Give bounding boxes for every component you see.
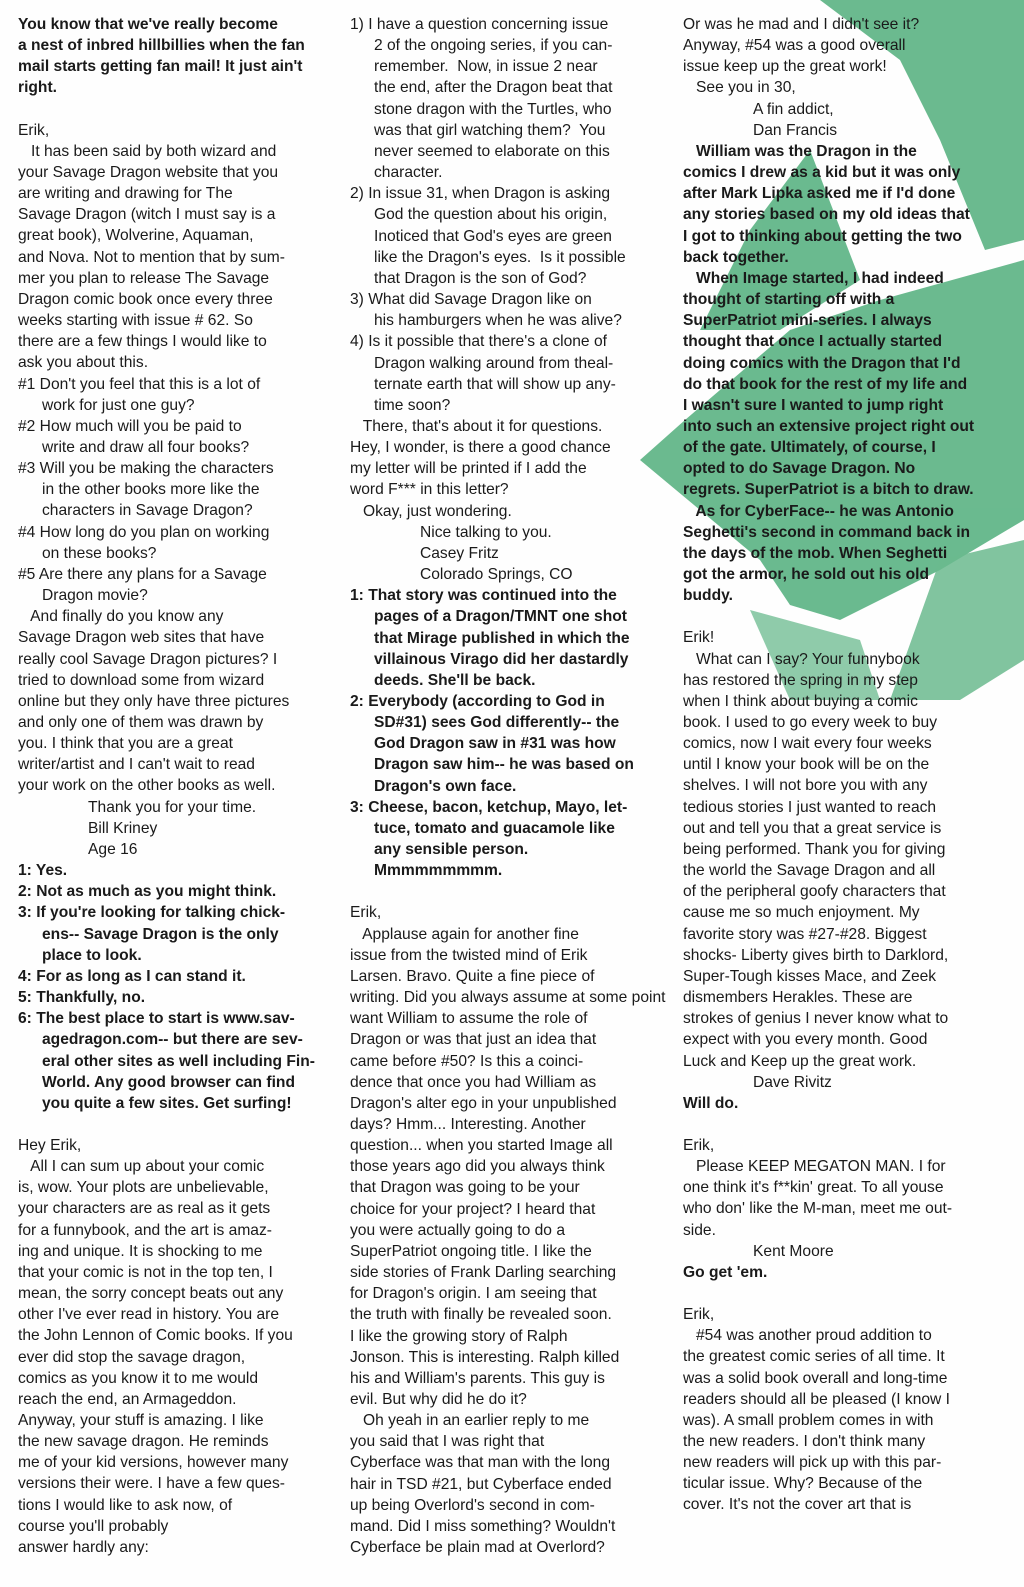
text-line: 1: Yes.	[18, 862, 68, 880]
text-line: Dragon saw him-- he was based on	[374, 756, 634, 774]
text-line: villainous Virago did her dastardly	[374, 650, 629, 668]
text-line: ing and unique. It is shocking to me	[18, 1242, 263, 1260]
text-line: there are a few things I would like to	[18, 333, 267, 351]
text-line: World. Any good browser can find	[42, 1073, 295, 1091]
text-line: I like the growing story of Ralph	[350, 1327, 568, 1345]
text-line: up being Overlord's second in com-	[350, 1496, 595, 1514]
text-line: Savage Dragon web sites that have	[18, 629, 265, 647]
text-line: eral other sites as well including Fin-	[42, 1052, 315, 1070]
text-line: 2: Not as much as you might think.	[18, 883, 277, 901]
text-line: comics, now I wait every four weeks	[683, 735, 932, 753]
text-line: Dragon or was that just an idea that	[350, 1031, 597, 1049]
text-line: 2 of the ongoing series, if you can-	[374, 37, 613, 55]
text-line: dence that once you had William as	[350, 1073, 597, 1091]
text-line: readers should all be pleased (I know I	[683, 1390, 950, 1408]
text-line: deeds. She'll be back.	[374, 671, 536, 689]
text-line: Erik!	[683, 629, 715, 647]
text-line: until I know your book will be on the	[683, 756, 930, 774]
text-line: You know that we've really become	[18, 16, 278, 33]
text-line: thought of starting off with a	[683, 291, 895, 309]
text-line: 6: The best place to start is www.sav-	[18, 1010, 295, 1028]
text-line: work for just one guy?	[42, 396, 195, 414]
text-line: comics I drew as a kid but it was only	[683, 164, 961, 182]
text-line: I wasn't sure I wanted to jump right	[683, 396, 944, 414]
text-line: Larsen. Bravo. Quite a fine piece of	[350, 967, 595, 985]
column-middle	[350, 14, 672, 1558]
spacer	[683, 606, 1013, 627]
spacer	[350, 881, 672, 902]
text-line: in the other books more like the	[42, 481, 260, 499]
text-line: was). A small problem comes in with	[683, 1411, 934, 1429]
text-line: ever did stop the savage dragon,	[18, 1348, 246, 1366]
text-line: Oh yeah in an earlier reply to me	[350, 1412, 590, 1430]
text-line: evil. But why did he do it?	[350, 1391, 527, 1408]
text-line: 1) I have a question concerning issue	[350, 16, 609, 33]
text-line: 4: For as long as I can stand it.	[18, 967, 246, 985]
text-line: #2 How much will you be paid to	[18, 417, 242, 435]
text-line: Dragon movie?	[42, 587, 148, 605]
text-line: characters in Savage Dragon?	[42, 502, 253, 520]
text-line: the greatest comic series of all time. It	[683, 1348, 945, 1366]
text-line: comics as you know it to me would	[18, 1369, 259, 1387]
text-line: #1 Don't you feel that this is a lot of	[18, 375, 261, 393]
text-line: 3: Cheese, bacon, ketchup, Mayo, let-	[350, 798, 628, 816]
text-line: Kent Moore	[753, 1242, 834, 1260]
text-line: SuperPatriot mini-series. I always	[683, 312, 932, 330]
text-line: #5 Are there any plans for a Savage	[18, 565, 267, 583]
text-line: question... when you started Image all	[350, 1137, 613, 1155]
text-line: God Dragon saw in #31 was how	[374, 735, 616, 753]
text-line: Thank you for your time.	[88, 798, 257, 816]
text-line: agedragon.com-- but there are sev-	[42, 1031, 303, 1049]
text-line: of the gate. Ultimately, of course, I	[683, 439, 936, 457]
text-line: that Dragon was going to be your	[350, 1179, 580, 1197]
text-line: William was the Dragon in the	[683, 142, 917, 160]
text-line: Cyberface be plain mad at Overlord?	[350, 1539, 605, 1557]
text-line: hair in TSD #21, but Cyberface ended	[350, 1475, 612, 1493]
text-line: expect with you every month. Good	[683, 1031, 928, 1049]
text-line: Applause again for another fine	[350, 925, 579, 943]
text-line: new readers will pick up with this par-	[683, 1454, 942, 1472]
text-line: mand. Did I miss something? Wouldn't	[350, 1517, 616, 1535]
text-line: Bill Kriney	[88, 819, 158, 837]
text-line: opted to do Savage Dragon. No	[683, 460, 916, 478]
text-line: that your comic is not in the top ten, I	[18, 1263, 273, 1281]
text-line: you. I think that you are a great	[18, 735, 233, 753]
text-line: favorite story was #27-#28. Biggest	[683, 925, 927, 943]
text-line: Age 16	[88, 840, 138, 858]
text-line: issue keep up the great work!	[683, 58, 887, 76]
text-line: Colorado Springs, CO	[420, 566, 573, 584]
text-line: place to look.	[42, 946, 142, 964]
text-line: Erik,	[18, 121, 50, 139]
text-line: It has been said by both wizard and	[18, 142, 277, 160]
text-line: Nice talking to you.	[420, 523, 552, 541]
text-line: want William to assume the role of	[350, 1010, 588, 1028]
text-line: has restored the spring in my step	[683, 671, 918, 689]
text-line: #54 was another proud addition to	[683, 1327, 932, 1345]
text-line: ticular issue. Why? Because of the	[683, 1475, 923, 1493]
text-line: cover. It's not the cover art that is	[683, 1496, 912, 1514]
text-line: Dan Francis	[753, 121, 838, 139]
text-line: And finally do you know any	[18, 608, 224, 626]
text-line: like the Dragon's eyes. Is it possible	[374, 248, 626, 266]
text-line: Super-Tough kisses Mace, and Zeek	[683, 967, 937, 985]
text-line: 2: Everybody (according to God in	[350, 693, 605, 710]
text-line: his and William's parents. This guy is	[350, 1369, 605, 1387]
text-line: 1: That story was continued into the	[350, 587, 617, 605]
text-line: ask you about this.	[18, 354, 149, 372]
text-line: shocks- Liberty gives birth to Darklord,	[683, 946, 949, 964]
text-line: a nest of inbred hillbillies when the fan	[18, 37, 305, 55]
text-line: back together.	[683, 248, 789, 266]
text-line: was a solid book overall and long-time	[683, 1369, 948, 1387]
text-line: Jonson. This is interesting. Ralph killed	[350, 1348, 620, 1366]
text-line: What can I say? Your funnybook	[683, 650, 920, 668]
text-line: the end, after the Dragon beat that	[374, 79, 613, 97]
text-line: dismembers Herakles. These are	[683, 989, 913, 1007]
text-line: Or was he mad and I didn't see it?	[683, 16, 920, 33]
text-line: Dragon walking around from theal-	[374, 354, 614, 372]
text-line: Mmmmmmmmm.	[374, 862, 503, 880]
text-line: shelves. I will not bore you with any	[683, 777, 928, 795]
text-line: As for CyberFace-- he was Antonio	[683, 502, 954, 520]
text-line: really cool Savage Dragon pictures? I	[18, 650, 278, 668]
text-line: weeks starting with issue # 62. So	[18, 312, 253, 330]
spacer	[18, 1114, 334, 1135]
text-line: Erik,	[683, 1136, 715, 1154]
text-line: time soon?	[374, 396, 451, 414]
text-line: Dave Rivitz	[753, 1073, 832, 1091]
text-line: writing. Did you always assume at some point	[350, 989, 666, 1007]
text-line: tedious stories I just wanted to reach	[683, 798, 937, 816]
text-line: tried to download some from wizard	[18, 671, 265, 689]
text-line: side.	[683, 1221, 716, 1239]
spacer	[683, 1114, 1013, 1135]
text-line: other I've ever read in history. You are	[18, 1306, 280, 1324]
text-line: the new savage dragon. He reminds	[18, 1433, 269, 1451]
text-line: of the peripheral goofy characters that	[683, 883, 946, 901]
text-line: do that book for the rest of my life and	[683, 375, 968, 393]
text-line: cause me so much enjoyment. My	[683, 904, 920, 922]
text-line: God the question about his origin,	[374, 206, 608, 224]
text-line: and only one of them was drawn by	[18, 714, 264, 731]
text-line: who don' like the M-man, meet me out-	[683, 1200, 953, 1218]
text-line: the new readers. I don't think many	[683, 1433, 926, 1450]
text-line: book. I used to go every week to buy	[683, 714, 937, 731]
text-line: that Dragon is the son of God?	[374, 269, 587, 287]
text-line: when I think about buying a comic	[683, 692, 918, 710]
text-line: on these books?	[42, 544, 157, 562]
text-line: I got to thinking about getting the two	[683, 227, 962, 245]
text-line: Savage Dragon (witch I must say is a	[18, 206, 276, 224]
text-line: Please KEEP MEGATON MAN. I for	[683, 1158, 946, 1176]
text-line: strokes of genius I never know what to	[683, 1010, 949, 1028]
text-line: Dragon's alter ego in your unpublished	[350, 1094, 617, 1112]
column-left	[18, 14, 334, 1558]
text-line: reach the end, an Armageddon.	[18, 1390, 237, 1408]
text-line: came before #50? Is this a coinci-	[350, 1052, 584, 1070]
text-line: one think it's f**kin' great. To all youse	[683, 1179, 944, 1197]
text-line: #4 How long do you plan on working	[18, 523, 270, 541]
text-line: 3) What did Savage Dragon like on	[350, 291, 592, 309]
text-line: the John Lennon of Comic books. If you	[18, 1327, 293, 1345]
text-line: character.	[374, 164, 443, 182]
text-line: out and tell you that a great service is	[683, 819, 942, 837]
text-line: Inoticed that God's eyes are green	[374, 227, 612, 245]
text-line: tions I would like to ask now, of	[18, 1496, 233, 1514]
text-line: his hamburgers when he was alive?	[374, 312, 622, 330]
text-line: versions their were. I have a few ques-	[18, 1475, 285, 1493]
text-line: you said that I was right that	[350, 1433, 545, 1451]
text-line: you quite a few sites. Get surfing!	[42, 1094, 292, 1112]
text-line: any sensible person.	[374, 841, 529, 859]
text-line: the world the Savage Dragon and all	[683, 862, 936, 880]
text-line: All I can sum up about your comic	[18, 1158, 265, 1176]
text-line: for a funnybook, and the art is amaz-	[18, 1221, 272, 1239]
text-line: mail starts getting fan mail! It just ain't	[18, 58, 303, 76]
text-line: Cyberface was that man with the long	[350, 1454, 611, 1472]
text-line: Will do.	[683, 1094, 739, 1112]
text-line: #3 Will you be making the characters	[18, 460, 274, 478]
text-line: the days of the mob. When Seghetti	[683, 544, 948, 562]
text-line: Okay, just wondering.	[350, 502, 512, 520]
column-right	[683, 14, 1013, 1516]
text-line: side stories of Frank Darling searching	[350, 1264, 617, 1282]
text-line: SD#31) sees God differently-- the	[374, 714, 620, 732]
text-line: right.	[18, 79, 57, 97]
text-line: online but they only have three pictures	[18, 692, 290, 710]
text-line: choice for your project? I heard that	[350, 1200, 596, 1218]
text-line: 3: If you're looking for talking chick-	[18, 904, 286, 922]
text-line: Hey, I wonder, is there a good chance	[350, 439, 611, 457]
text-line: and Nova. Not to mention that by sum-	[18, 248, 285, 266]
text-line: you were actually going to do a	[350, 1221, 565, 1239]
text-line: the truth with finally be revealed soon.	[350, 1306, 612, 1324]
text-line: stone dragon with the Turtles, who	[374, 100, 612, 118]
text-line: your work on the other books as well.	[18, 777, 276, 795]
text-line: Go get 'em.	[683, 1263, 768, 1281]
text-line: are writing and drawing for The	[18, 185, 233, 203]
text-line: 2) In issue 31, when Dragon is asking	[350, 185, 611, 203]
text-line: great book), Wolverine, Aquaman,	[18, 227, 254, 245]
text-line: buddy.	[683, 587, 733, 605]
spacer	[683, 1283, 1013, 1304]
text-line: Casey Fritz	[420, 544, 499, 562]
spacer	[18, 99, 334, 120]
text-line: SuperPatriot ongoing title. I like the	[350, 1242, 592, 1260]
text-line: Anyway, #54 was a good overall	[683, 37, 906, 55]
text-line: mean, the sorry concept beats out any	[18, 1285, 284, 1303]
text-line: for Dragon's origin. I am seeing that	[350, 1285, 597, 1303]
text-line: mer you plan to release The Savage	[18, 269, 270, 287]
text-line: is, wow. Your plots are unbelievable,	[18, 1179, 269, 1197]
text-line: Seghetti's second in command back in	[683, 523, 971, 541]
text-line: answer hardly any:	[18, 1538, 149, 1556]
text-line: When Image started, I had indeed	[683, 269, 944, 287]
text-line: Erik,	[683, 1306, 715, 1324]
text-line: into such an extensive project right out	[683, 417, 975, 435]
text-line: got the armor, he sold out his old	[683, 566, 930, 584]
text-line: issue from the twisted mind of Erik	[350, 946, 588, 964]
text-line: See you in 30,	[683, 79, 796, 97]
text-line: your characters are as real as it gets	[18, 1200, 271, 1218]
text-line: after Mark Lipka asked me if I'd done	[683, 185, 956, 203]
text-line: being performed. Thank you for giving	[683, 840, 946, 858]
text-line: thought that once I actually started	[683, 333, 943, 351]
text-line: write and draw all four books?	[42, 438, 250, 456]
text-line: ternate earth that will show up any-	[374, 375, 616, 393]
text-line: tuce, tomato and guacamole like	[374, 819, 615, 837]
text-line: me of your kid versions, however many	[18, 1454, 289, 1472]
text-line: Anyway, your stuff is amazing. I like	[18, 1412, 264, 1429]
text-line: my letter will be printed if I add the	[350, 460, 587, 478]
text-line: never seemed to elaborate on this	[374, 142, 610, 160]
text-line: ens-- Savage Dragon is the only	[42, 925, 279, 943]
text-line: pages of a Dragon/TMNT one shot	[374, 608, 627, 626]
text-line: writer/artist and I can't wait to read	[18, 756, 255, 774]
text-line: regrets. SuperPatriot is a bitch to draw.	[683, 481, 974, 499]
text-line: There, that's about it for questions.	[350, 417, 603, 435]
text-line: word F*** in this letter?	[350, 481, 509, 499]
text-line: course you'll probably	[18, 1517, 169, 1535]
text-line: 4) Is it possible that there's a clone of	[350, 333, 607, 351]
text-line: Erik,	[350, 904, 382, 922]
text-line: those years ago did you always think	[350, 1158, 605, 1176]
text-line: was that girl watching them? You	[374, 121, 606, 139]
text-line: 5: Thankfully, no.	[18, 989, 146, 1007]
text-line: doing comics with the Dragon that I'd	[683, 354, 961, 372]
text-line: remember. Now, in issue 2 near	[374, 58, 598, 76]
text-line: your Savage Dragon website that you	[18, 163, 279, 181]
text-line: that Mirage published in which the	[374, 629, 630, 647]
text-line: Hey Erik,	[18, 1136, 82, 1154]
text-line: Dragon's own face.	[374, 777, 517, 795]
text-line: Dragon comic book once every three	[18, 290, 273, 308]
text-line: Luck and Keep up the great work.	[683, 1052, 917, 1070]
text-line: any stories based on my old ideas that	[683, 206, 970, 224]
text-line: A fin addict,	[753, 100, 834, 118]
text-line: days? Hmm... Interesting. Another	[350, 1115, 586, 1133]
